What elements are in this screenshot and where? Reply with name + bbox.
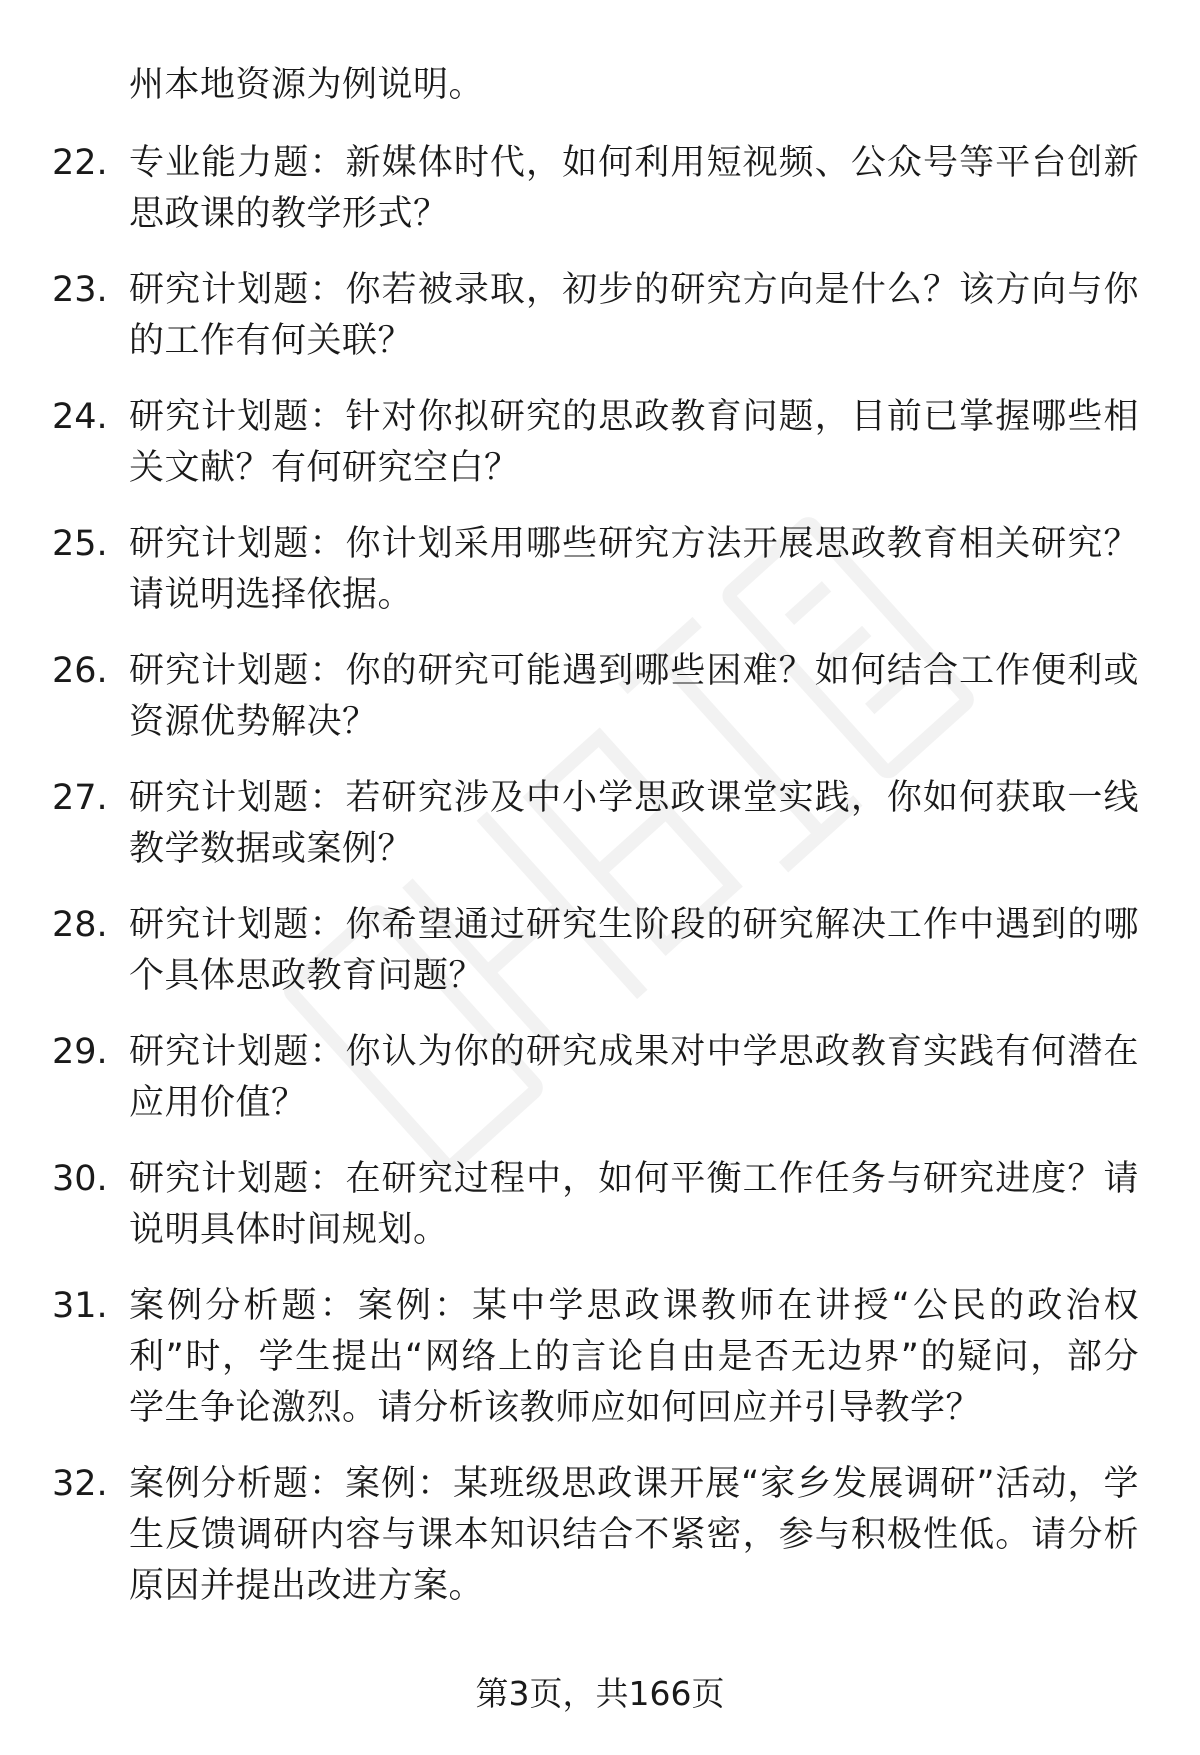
question-item-23 xyxy=(0,265,1200,392)
question-number: 30. xyxy=(52,1159,108,1199)
question-item-32 xyxy=(0,1459,1200,1637)
question-item-26 xyxy=(0,646,1200,773)
question-number: 29. xyxy=(52,1032,108,1072)
question-text: 案例分析题：案例：某中学思政课教师在讲授“公民的政治权利”时，学生提出“网络上的言论自由是否无边界”的疑问，部分学生争论激烈。请分析该教师应如何回应并引导教学？ xyxy=(129,1286,1139,1428)
continued-question-text: 州本地资源为例说明。 xyxy=(129,65,485,105)
question-item-25 xyxy=(0,519,1200,646)
question-number: 26. xyxy=(52,651,108,691)
question-number: 27. xyxy=(52,778,108,818)
question-text: 研究计划题：在研究过程中，如何平衡工作任务与研究进度？请说明具体时间规划。 xyxy=(129,1159,1139,1250)
question-number: 24. xyxy=(52,397,108,437)
question-number: 25. xyxy=(52,524,108,564)
question-text: 研究计划题：你的研究可能遇到哪些困难？如何结合工作便利或资源优势解决？ xyxy=(129,651,1139,742)
question-number: 23. xyxy=(52,270,108,310)
question-item-24 xyxy=(0,392,1200,519)
question-number: 28. xyxy=(52,905,108,945)
question-text: 研究计划题：你希望通过研究生阶段的研究解决工作中遇到的哪个具体思政教育问题？ xyxy=(129,905,1139,996)
question-item-30 xyxy=(0,1154,1200,1281)
question-number: 32. xyxy=(52,1464,108,1504)
question-number: 31. xyxy=(52,1286,108,1326)
question-text: 案例分析题：案例：某班级思政课开展“家乡发展调研”活动，学生反馈调研内容与课本知识结合不紧密，参与积极性低。请分析原因并提出改进方案。 xyxy=(129,1464,1139,1606)
question-text: 研究计划题：若研究涉及中小学思政课堂实践，你如何获取一线教学数据或案例？ xyxy=(129,778,1139,869)
question-item-29 xyxy=(0,1027,1200,1154)
question-item-31 xyxy=(0,1281,1200,1459)
question-item-27 xyxy=(0,773,1200,900)
question-item-22 xyxy=(0,138,1200,265)
page-footer: 第3页，共166页 xyxy=(475,1674,725,1713)
question-number: 22. xyxy=(52,143,108,183)
question-text: 研究计划题：你计划采用哪些研究方法开展思政教育相关研究？请说明选择依据。 xyxy=(129,524,1139,615)
question-item-28 xyxy=(0,900,1200,1027)
question-text: 研究计划题：你认为你的研究成果对中学思政教育实践有何潜在应用价值？ xyxy=(129,1032,1139,1123)
question-text: 研究计划题：你若被录取，初步的研究方向是什么？该方向与你的工作有何关联？ xyxy=(129,270,1139,361)
question-text: 专业能力题：新媒体时代，如何利用短视频、公众号等平台创新思政课的教学形式？ xyxy=(129,143,1139,234)
question-list xyxy=(0,138,1200,1637)
question-text: 研究计划题：针对你拟研究的思政教育问题，目前已掌握哪些相关文献？有何研究空白？ xyxy=(129,397,1139,488)
